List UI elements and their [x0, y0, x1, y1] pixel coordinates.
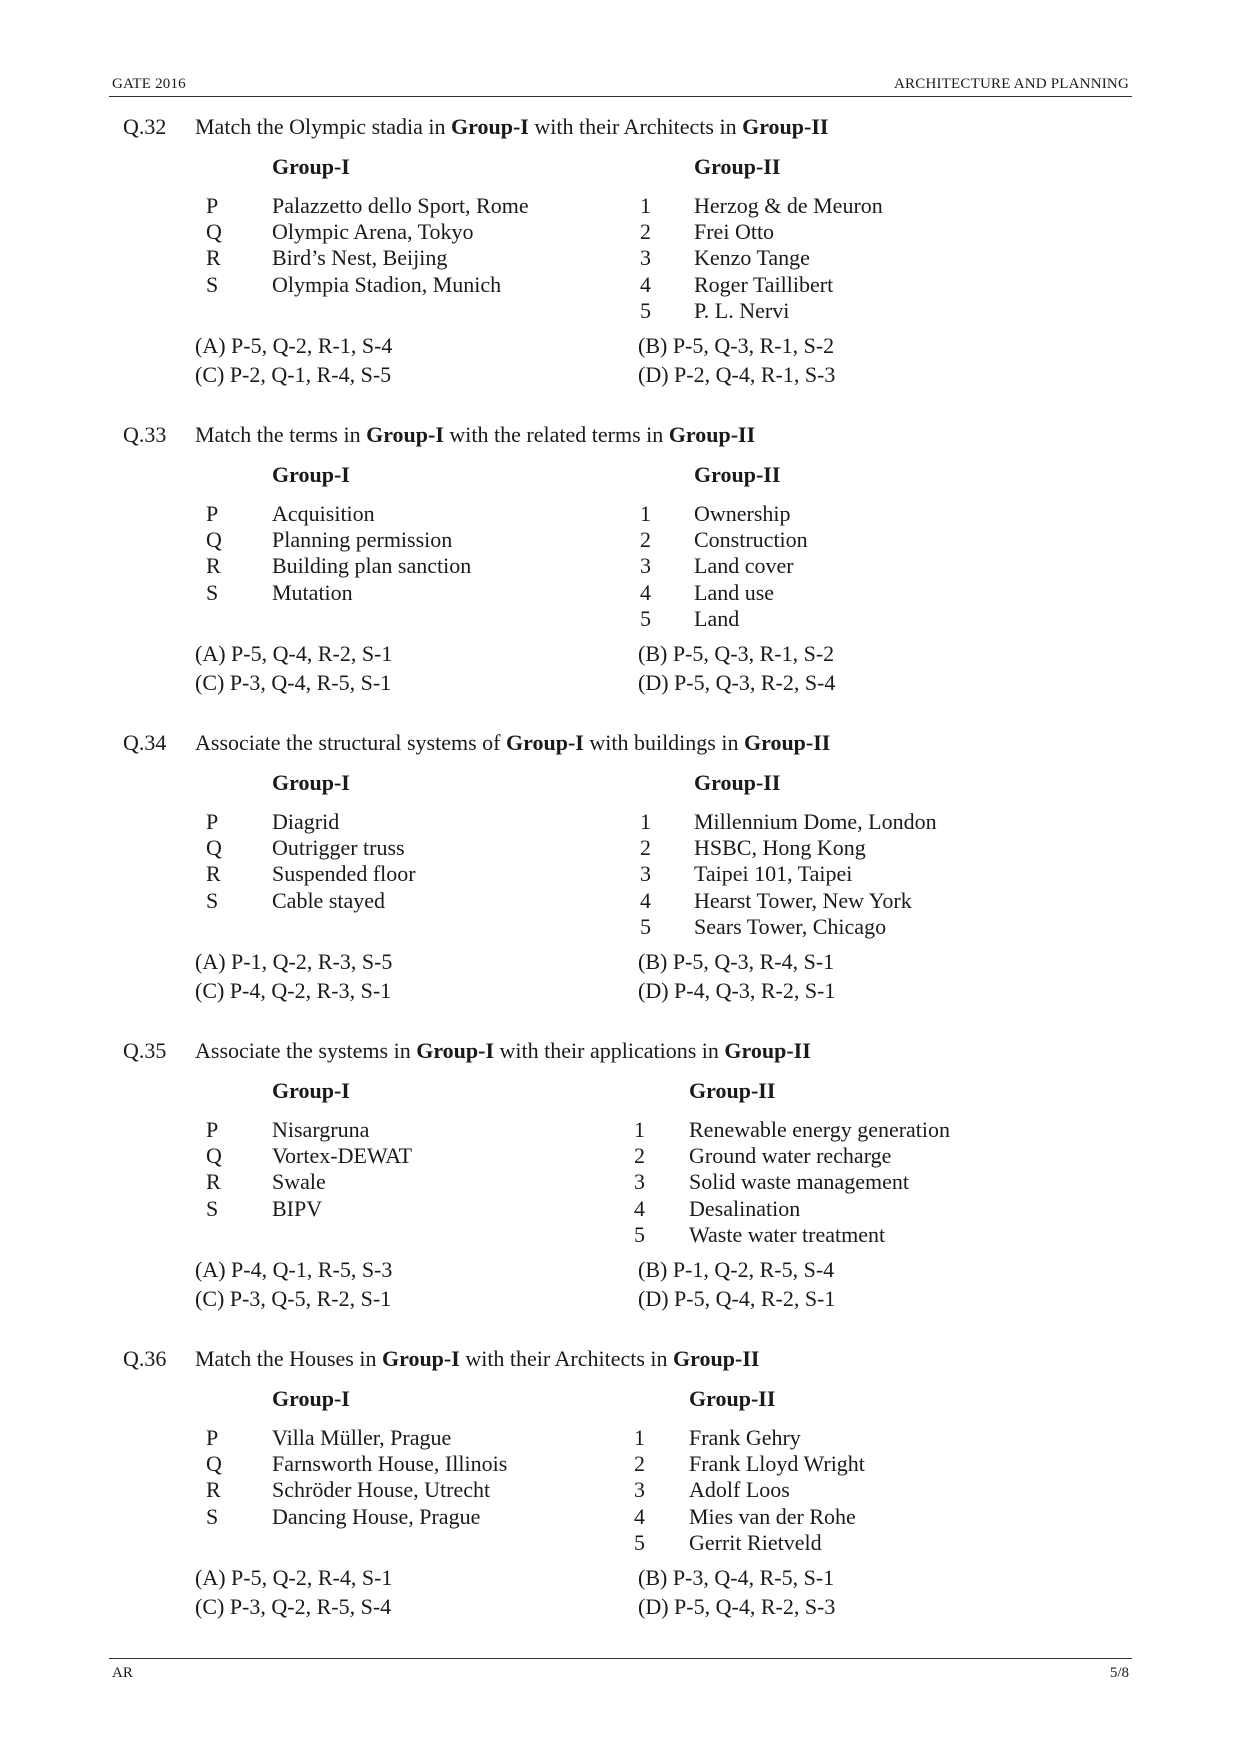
group1-item-label: Q: [206, 527, 222, 553]
answer-option[interactable]: (A) P-5, Q-2, R-4, S-1: [195, 1565, 393, 1590]
question-number: Q.35: [123, 1038, 167, 1063]
group2-item-text: Renewable energy generation: [689, 1117, 951, 1142]
group1-item-text: Farnsworth House, Illinois: [272, 1451, 508, 1477]
group1-item-text: Nisargruna: [272, 1117, 370, 1142]
group2-item-text: Mies van der Rohe: [689, 1503, 856, 1529]
answer-option[interactable]: (C) P-3, Q-5, R-2, S-1: [195, 1286, 392, 1311]
group2-item-label: 3: [634, 1477, 645, 1503]
group1-item-label: S: [206, 579, 219, 605]
group1-heading: Group-I: [272, 1078, 350, 1103]
group2-item-text: Desalination: [689, 1195, 801, 1221]
answer-option[interactable]: (A) P-5, Q-2, R-1, S-4: [195, 333, 393, 358]
group1-heading: Group-I: [272, 770, 350, 795]
answer-option[interactable]: (C) P-2, Q-1, R-4, S-5: [195, 362, 392, 387]
group2-item-text: Roger Taillibert: [694, 271, 834, 297]
question-text-part: Match the terms in: [195, 422, 367, 447]
group2-heading: Group-II: [694, 462, 781, 487]
header-right: ARCHITECTURE AND PLANNING: [894, 76, 1129, 92]
group2-item-label: 2: [640, 527, 651, 553]
question-text-part: Group-I: [416, 1038, 495, 1063]
question-text: [195, 1038, 811, 1064]
question-text-part: with the related terms in: [443, 422, 669, 447]
group2-item-label: 4: [634, 1503, 645, 1529]
group1-item-text: Villa Müller, Prague: [272, 1425, 452, 1450]
group1-item-label: P: [206, 1117, 219, 1142]
answer-option[interactable]: (C) P-4, Q-2, R-3, S-1: [195, 978, 392, 1003]
group1-heading: Group-I: [272, 1386, 350, 1411]
group2-item-label: 5: [640, 605, 651, 631]
group2-heading: Group-II: [689, 1386, 776, 1411]
group2-item-text: Ownership: [694, 501, 791, 526]
page-number: 5/8: [1109, 1665, 1129, 1681]
group1-item-text: Building plan sanction: [272, 553, 472, 579]
question-text: [195, 114, 828, 140]
group2-item-label: 1: [640, 809, 651, 834]
group2-item-label: 1: [634, 1425, 645, 1450]
group2-item-text: Land: [694, 605, 740, 631]
group2-item-text: Land use: [694, 579, 775, 605]
question-block: [0, 1346, 1241, 1636]
group1-item-text: Olympia Stadion, Munich: [272, 271, 502, 297]
answer-option[interactable]: (D) P-5, Q-3, R-2, S-4: [638, 670, 836, 695]
group1-item-label: P: [206, 193, 219, 218]
group1-item-label: R: [206, 245, 221, 271]
answer-option[interactable]: (B) P-5, Q-3, R-1, S-2: [638, 641, 835, 666]
group2-item-text: P. L. Nervi: [694, 297, 790, 323]
header-left: GATE 2016: [112, 76, 186, 92]
group2-item-text: Millennium Dome, London: [694, 809, 937, 834]
question-block: [0, 114, 1241, 404]
group2-item-label: 2: [634, 1451, 645, 1477]
question-text-part: Group-I: [451, 114, 529, 139]
question-text-part: Group-II: [673, 1346, 760, 1371]
footer-left: AR: [112, 1665, 133, 1681]
question-text-part: Group-II: [743, 730, 831, 755]
group2-item-text: Frank Gehry: [689, 1425, 801, 1450]
answer-option[interactable]: (B) P-3, Q-4, R-5, S-1: [638, 1565, 835, 1590]
group2-item-text: Kenzo Tange: [694, 245, 810, 271]
group2-item-label: 2: [640, 219, 651, 245]
group2-item-label: 1: [640, 193, 651, 218]
group1-item-label: S: [206, 887, 219, 913]
answer-option[interactable]: (A) P-5, Q-4, R-2, S-1: [195, 641, 393, 666]
group2-item-label: 4: [640, 579, 651, 605]
answer-option[interactable]: (C) P-3, Q-2, R-5, S-4: [195, 1594, 392, 1619]
group1-item-text: Suspended floor: [272, 861, 416, 887]
question-number: Q.32: [123, 114, 167, 139]
group2-item-label: 1: [640, 501, 651, 526]
group2-item-label: 2: [634, 1143, 645, 1169]
question-text-part: Match the Olympic stadia in: [195, 114, 451, 139]
group1-item-text: Cable stayed: [272, 887, 386, 913]
question-text-part: Match the Houses in: [195, 1346, 382, 1371]
group1-item-text: Mutation: [272, 579, 353, 605]
group2-item-text: Adolf Loos: [689, 1477, 790, 1503]
question-block: [0, 422, 1241, 712]
question-text-part: Associate the systems in: [195, 1038, 417, 1063]
group1-item-label: R: [206, 1477, 221, 1503]
group1-item-text: Planning permission: [272, 527, 453, 553]
group1-item-text: Outrigger truss: [272, 835, 405, 861]
question-text: [195, 422, 755, 448]
question-text: [195, 1346, 759, 1372]
group2-heading: Group-II: [689, 1078, 776, 1103]
question-text-part: with their applications in: [494, 1038, 725, 1063]
group1-item-text: Diagrid: [272, 809, 340, 834]
group1-heading: Group-I: [272, 462, 350, 487]
group2-item-text: Land cover: [694, 553, 794, 579]
group1-item-text: Dancing House, Prague: [272, 1503, 481, 1529]
group1-item-text: Schröder House, Utrecht: [272, 1477, 491, 1503]
group1-item-text: Bird’s Nest, Beijing: [272, 245, 448, 271]
answer-option[interactable]: (D) P-2, Q-4, R-1, S-3: [638, 362, 836, 387]
group2-item-text: Construction: [694, 527, 808, 553]
group1-item-label: Q: [206, 219, 222, 245]
answer-option[interactable]: (A) P-4, Q-1, R-5, S-3: [195, 1257, 393, 1282]
answer-option[interactable]: (B) P-1, Q-2, R-5, S-4: [638, 1257, 835, 1282]
group2-item-label: 3: [640, 553, 651, 579]
question-text-part: with buildings in: [583, 730, 744, 755]
group2-item-text: Waste water treatment: [689, 1221, 886, 1247]
group1-item-text: Acquisition: [272, 501, 375, 526]
group1-item-label: P: [206, 501, 219, 526]
group2-item-label: 1: [634, 1117, 645, 1142]
question-text-part: with their Architects in: [459, 1346, 674, 1371]
question-text-part: Group-II: [742, 114, 829, 139]
group1-item-label: P: [206, 1425, 219, 1450]
group1-item-label: P: [206, 809, 219, 834]
question-text-part: Group-I: [381, 1346, 460, 1371]
group1-item-label: R: [206, 1169, 221, 1195]
group2-item-label: 5: [640, 297, 651, 323]
answer-option[interactable]: (C) P-3, Q-4, R-5, S-1: [195, 670, 392, 695]
question-text-part: Associate the structural systems of: [195, 730, 506, 755]
group2-item-label: 4: [634, 1195, 645, 1221]
group2-item-label: 3: [640, 861, 651, 887]
group1-item-text: Vortex-DEWAT: [272, 1143, 413, 1169]
question-number: Q.33: [123, 422, 167, 447]
group1-item-text: BIPV: [272, 1195, 323, 1221]
group1-item-label: R: [206, 861, 221, 887]
group1-item-label: S: [206, 1503, 219, 1529]
question-text-part: with their Architects in: [528, 114, 743, 139]
question-number: Q.34: [123, 730, 167, 755]
group1-item-label: Q: [206, 835, 222, 861]
question-text: [195, 730, 830, 756]
answer-option[interactable]: (A) P-1, Q-2, R-3, S-5: [195, 949, 393, 974]
group1-item-text: Palazzetto dello Sport, Rome: [272, 193, 529, 218]
group1-item-text: Olympic Arena, Tokyo: [272, 219, 474, 245]
group2-heading: Group-II: [694, 154, 781, 179]
group2-item-label: 3: [634, 1169, 645, 1195]
group1-item-label: S: [206, 1195, 219, 1221]
answer-option[interactable]: (B) P-5, Q-3, R-1, S-2: [638, 333, 835, 358]
group1-item-label: Q: [206, 1451, 222, 1477]
group2-item-text: Frank Lloyd Wright: [689, 1451, 865, 1477]
group2-item-text: Frei Otto: [694, 219, 775, 245]
group2-item-text: Hearst Tower, New York: [694, 887, 912, 913]
group2-item-label: 3: [640, 245, 651, 271]
group1-item-label: Q: [206, 1143, 222, 1169]
question-block: [0, 730, 1241, 1020]
group1-item-label: R: [206, 553, 221, 579]
question-text-part: Group-II: [668, 422, 756, 447]
group1-item-text: Swale: [272, 1169, 326, 1195]
question-block: [0, 1038, 1241, 1328]
question-text-part: Group-I: [506, 730, 584, 755]
group2-item-label: 5: [634, 1221, 645, 1247]
group2-item-text: Herzog & de Meuron: [694, 193, 883, 218]
group2-item-label: 5: [640, 913, 651, 939]
question-text-part: Group-II: [724, 1038, 811, 1063]
group2-item-label: 2: [640, 835, 651, 861]
group2-item-text: Gerrit Rietveld: [689, 1529, 822, 1555]
question-text-part: Group-I: [366, 422, 444, 447]
group2-item-text: HSBC, Hong Kong: [694, 835, 866, 861]
group2-item-label: 4: [640, 887, 651, 913]
group2-item-label: 5: [634, 1529, 645, 1555]
question-number: Q.36: [123, 1346, 167, 1371]
group1-heading: Group-I: [272, 154, 350, 179]
group2-item-text: Solid waste management: [689, 1169, 909, 1195]
answer-option[interactable]: (B) P-5, Q-3, R-4, S-1: [638, 949, 835, 974]
group1-item-label: S: [206, 271, 219, 297]
group2-item-text: Sears Tower, Chicago: [694, 913, 887, 939]
answer-option[interactable]: (D) P-5, Q-4, R-2, S-3: [638, 1594, 836, 1619]
footer-divider: [109, 1658, 1132, 1659]
answer-option[interactable]: (D) P-5, Q-4, R-2, S-1: [638, 1286, 836, 1311]
group2-heading: Group-II: [694, 770, 781, 795]
group2-item-label: 4: [640, 271, 651, 297]
answer-option[interactable]: (D) P-4, Q-3, R-2, S-1: [638, 978, 836, 1003]
group2-item-text: Ground water recharge: [689, 1143, 892, 1169]
group2-item-text: Taipei 101, Taipei: [694, 861, 853, 887]
header-divider: [109, 96, 1132, 97]
